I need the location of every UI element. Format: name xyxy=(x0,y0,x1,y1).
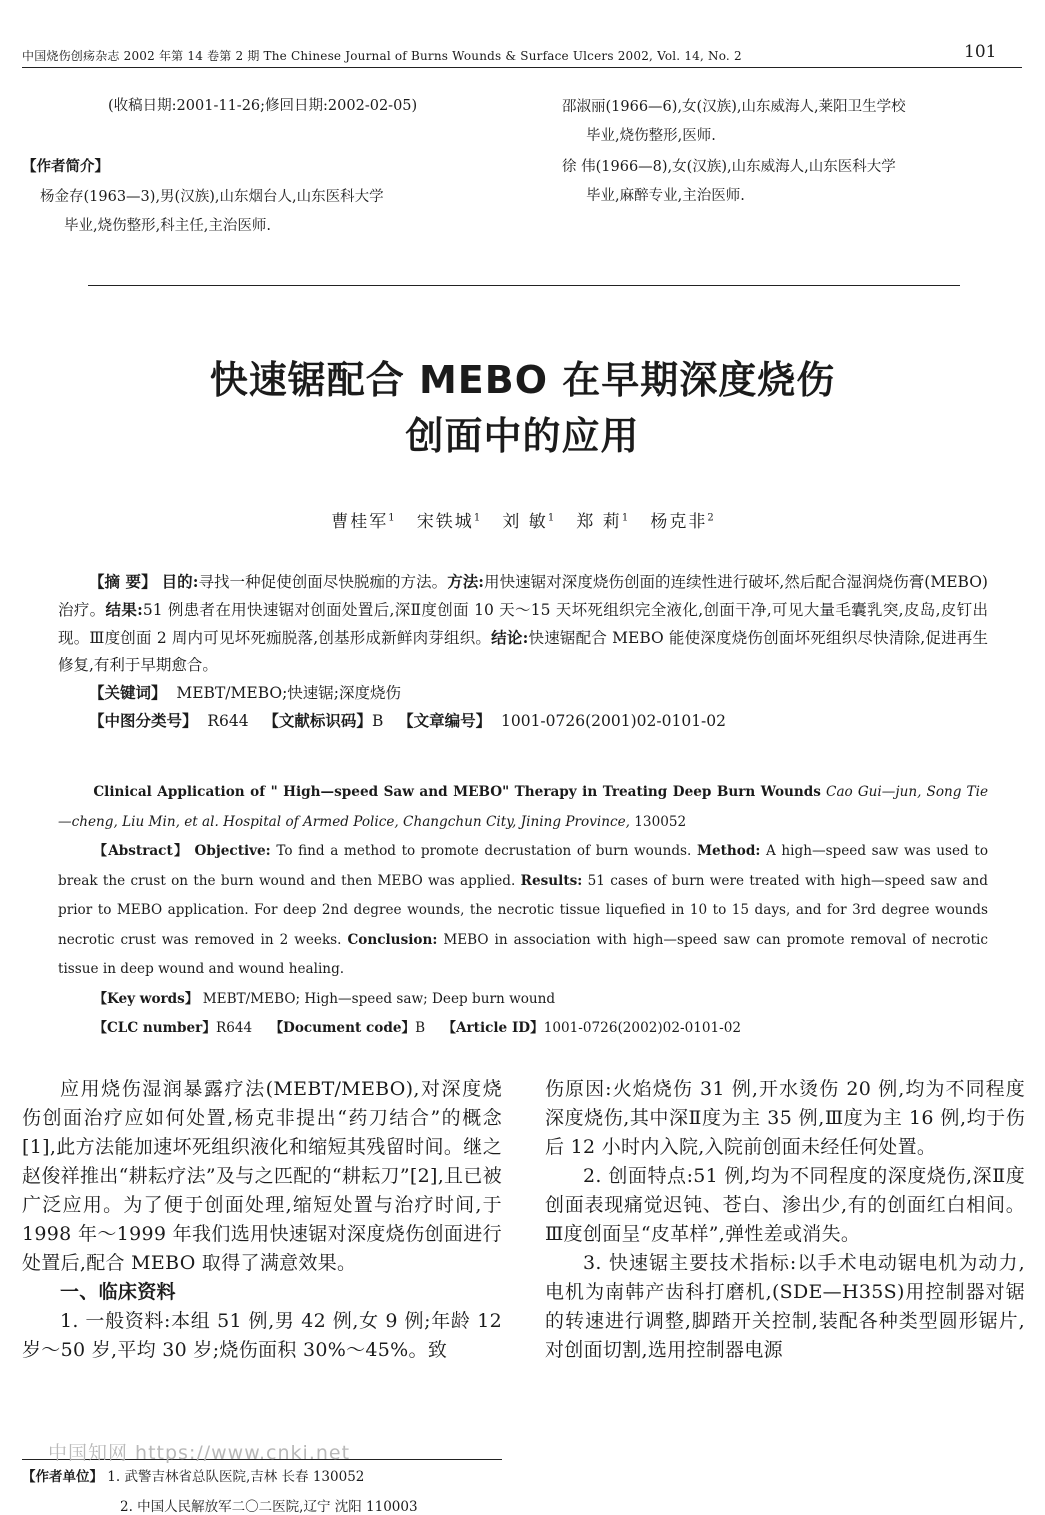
prev-author-line: 毕业,麻醉专业,主治医师. xyxy=(586,188,745,204)
prev-author-2 xyxy=(562,93,1032,151)
author-list xyxy=(0,507,1045,532)
english-abstract: 【Abstract】 Objective: To find a method to promote decrustation of burn wounds. Method: A high—speed saw was used to break the crust on the burn wound and then MEBO was applied. Results: 51 cases of burn were treated with high—speed saw and prior to MEBO application. For deep 2nd degree wounds, the necrotic tissue liquefied in 10 to 15 days, and for 3rd degree wounds necrotic crust was removed in 2 weeks. Conclusion: MEBO in association with high—speed saw can promote removal of necrotic tissue in deep wound and wound healing. xyxy=(58,843,989,977)
abstract-cn xyxy=(58,568,988,735)
footnote-line: 2. 中国人民解放军二〇二医院,辽宁 沈阳 110003 xyxy=(120,1499,418,1515)
author: 杨克非$^2$ xyxy=(650,512,714,532)
watermark: 中国知网 https://www.cnki.net xyxy=(48,1442,351,1464)
received-dates: (收稿日期:2001-11-26;修回日期:2002-02-05) xyxy=(108,98,418,114)
abstract-cn-body: 【摘 要】 目的:寻找一种促使创面尽快脱痂的方法。方法:用快速锯对深度烧伤创面的连续性进行破坏,然后配合湿润烧伤膏(MEBO)治疗。结果:51 例患者在用快速锯对创面处置后,深Ⅱ度创面 10 天～15 天坏死组织完全液化,创面干净,可见大量毛囊乳突,皮岛,皮钉出现。Ⅲ度创面 2 周内可见坏死痂脱落,创基形成新鲜肉芽组织。结论:快速锯配合 MEBO 能使深度烧伤创面坏死组织尽快清除,促进再生修复,有利于早期愈合。 xyxy=(58,572,988,674)
prev-author-1 xyxy=(40,183,510,241)
footnote xyxy=(22,1465,502,1515)
author: 郑 莉$^1$ xyxy=(576,512,629,532)
classification-cn: 【中图分类号】 R644 【文献标识码】B 【文章编号】 1001-0726(2001)02-0101-02 xyxy=(89,711,727,730)
title-line-1: 快速锯配合 MEBO 在早期深度烧伤 xyxy=(209,358,836,402)
injury-cause-paragraph: 伤原因:火焰烧伤 31 例,开水烫伤 20 例,均为不同程度深度烧伤,其中深Ⅱ度为主 35 例,Ⅲ度为主 16 例,均于伤后 12 小时内入院,入院前创面未经任何处置。 xyxy=(545,1078,1025,1158)
author: 宋铁城$^1$ xyxy=(416,512,481,532)
english-keywords: 【Key words】 MEBT/MEBO; High—speed saw; Deep burn wound xyxy=(93,990,556,1007)
author-intro-label: 【作者简介】 xyxy=(22,158,109,175)
author: 曹桂军$^1$ xyxy=(331,512,395,532)
prev-author-line: 杨金存(1963—3),男(汉族),山东烟台人,山东医科大学 xyxy=(40,189,384,205)
abstract-en xyxy=(58,778,988,1044)
prev-author-3 xyxy=(562,153,1032,211)
intro-paragraph: 应用烧伤湿润暴露疗法(MEBT/MEBO),对深度烧伤创面治疗应如何处置,杨克非提出“药刀结合”的概念[1],此方法能加速坏死组织液化和缩短其残留时间。继之赵俊祥推出“耕耘疗法”及与之匹配的“耕耘刀”[2],且已被广泛应用。为了便于创面处理,缩短处置与治疗时间,于 1998 年～1999 年我们选用快速锯对深度烧伤创面进行处置后,配合 MEBO 取得了满意效果。 xyxy=(22,1078,502,1274)
body-right-column xyxy=(545,1075,1025,1365)
prev-author-line: 毕业,烧伤整形,医师. xyxy=(586,128,716,144)
section-heading: 一、临床资料 xyxy=(60,1281,176,1303)
english-title-block: Clinical Application of " High—speed Saw and MEBO" Therapy in Treating Deep Burn Wounds Cao Gui—jun, Song Tie—cheng, Liu Min, et al. Hospital of Armed Police, Changchun City, Jining Province, 130052 xyxy=(58,784,988,830)
page-number: 101 xyxy=(964,42,997,62)
header-rule xyxy=(22,67,1022,68)
prev-author-line: 邵淑丽(1966—6),女(汉族),山东威海人,莱阳卫生学校 xyxy=(562,99,906,115)
prev-author-line: 毕业,烧伤整形,科主任,主治医师. xyxy=(64,218,271,234)
prev-author-line: 徐 伟(1966—8),女(汉族),山东威海人,山东医科大学 xyxy=(562,159,896,175)
article-title xyxy=(0,352,1045,464)
wound-features-paragraph: 2. 创面特点:51 例,均为不同程度的深度烧伤,深Ⅱ度创面表现痛觉迟钝、苍白、渗出少,有的创面红白相间。Ⅲ度创面呈“皮革样”,弹性差或消失。 xyxy=(545,1165,1025,1245)
section-divider xyxy=(88,285,960,286)
footnote-line: 【作者单位】 1. 武警吉林省总队医院,吉林 长春 130052 xyxy=(22,1469,365,1485)
saw-specs-paragraph: 3. 快速锯主要技术指标:以手术电动锯电机为动力,电机为南韩产齿科打磨机,(SDE—H35S)用控制器对锯的转速进行调整,脚踏开关控制,装配各种类型圆形锯片,对创面切割,选用控制器电源 xyxy=(545,1252,1025,1361)
title-line-2: 创面中的应用 xyxy=(405,414,640,458)
running-head: 中国烧伤创疡杂志 2002 年第 14 卷第 2 期 The Chinese Journal of Burns Wounds & Surface Ulcers 2002, Vol. 14, No. 2 xyxy=(22,49,742,63)
body-left-column xyxy=(22,1075,502,1365)
general-data-paragraph: 1. 一般资料:本组 51 例,男 42 例,女 9 例;年龄 12 岁～50 岁,平均 30 岁;烧伤面积 30%～45%。致 xyxy=(22,1310,502,1361)
author: 刘 敏$^1$ xyxy=(502,512,555,532)
keywords-cn: 【关键词】 MEBT/MEBO;快速锯;深度烧伤 xyxy=(89,683,402,702)
english-classification: 【CLC number】R644 【Document code】B 【Article ID】1001-0726(2002)02-0101-02 xyxy=(93,1020,742,1036)
